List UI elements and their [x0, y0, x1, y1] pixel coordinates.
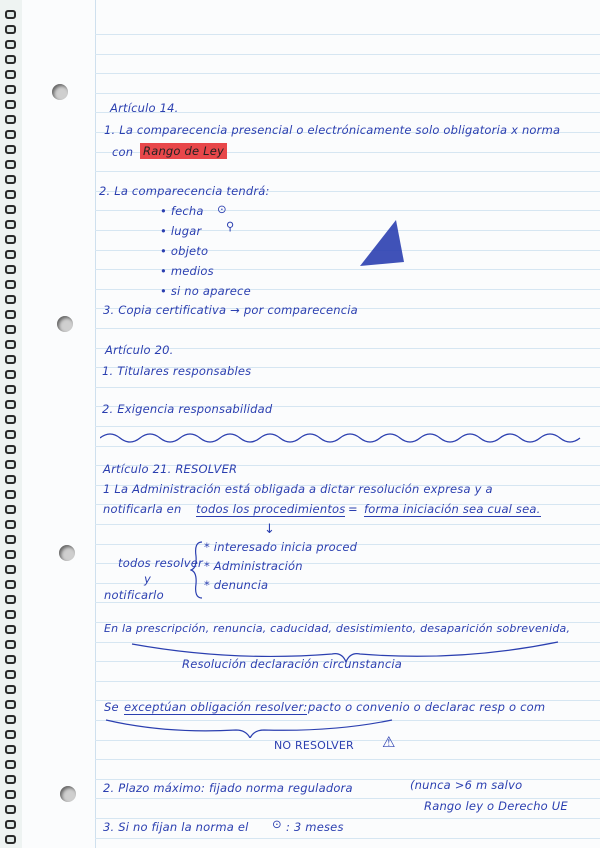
spiral-ring	[5, 760, 16, 769]
forma-iniciacion: forma iniciación sea cual sea.	[364, 502, 541, 516]
curly-underline-2	[104, 716, 394, 738]
punch-hole	[52, 84, 68, 100]
art14-title: Artículo 14.	[110, 101, 179, 115]
clock-icon-2: ⊙	[272, 817, 282, 831]
punch-hole	[57, 316, 73, 332]
ruled-line	[95, 171, 600, 172]
ruled-line	[95, 54, 600, 55]
wavy-separator	[100, 428, 590, 446]
exceptuan-obligacion: exceptúan obligación resolver:	[124, 700, 308, 714]
ruled-line	[95, 34, 600, 35]
art21-p1a: 1 La Administración está obligada a dictar resolución expresa y a	[103, 482, 493, 496]
art21-p1b-pre: notificarla en	[103, 502, 182, 516]
spiral-ring	[5, 220, 16, 229]
spiral-ring	[5, 520, 16, 529]
spiral-ring	[5, 85, 16, 94]
se-exceptuan-pre: Se	[104, 700, 119, 714]
rango-de-ley-highlight: Rango de Ley	[140, 143, 227, 159]
art21-p2b: (nunca >6 m salvo	[410, 778, 523, 792]
spiral-ring	[5, 385, 16, 394]
spiral-ring	[5, 790, 16, 799]
spiral-ring	[5, 775, 16, 784]
spiral-ring	[5, 685, 16, 694]
prescripcion-line: En la prescripción, renuncia, caducidad, desistimiento, desaparición sobrevenida,	[104, 622, 571, 635]
spiral-ring	[5, 295, 16, 304]
spiral-ring	[5, 715, 16, 724]
spiral-ring	[5, 805, 16, 814]
spiral-ring	[5, 310, 16, 319]
spiral-ring	[5, 610, 16, 619]
spiral-ring	[5, 415, 16, 424]
ruled-line	[95, 446, 600, 447]
art14-p1a: 1. La comparecencia presencial o electrónicamente solo obligatoria x norma	[104, 123, 561, 137]
spiral-ring	[5, 370, 16, 379]
spiral-ring	[5, 445, 16, 454]
spiral-ring	[5, 670, 16, 679]
ruled-line	[95, 73, 600, 74]
spiral-ring	[5, 325, 16, 334]
notificarlo: notificarlo	[104, 588, 164, 602]
spiral-ring	[5, 730, 16, 739]
ruled-line	[95, 759, 600, 760]
art14-p3: 3. Copia certificativa → por comparecencia	[103, 303, 358, 317]
spiral-ring	[5, 430, 16, 439]
ruled-line	[95, 583, 600, 584]
spiral-ring	[5, 400, 16, 409]
bullet-medios: • medios	[160, 264, 214, 278]
spiral-ring	[5, 265, 16, 274]
spiral-ring	[5, 130, 16, 139]
spiral-ring	[5, 820, 16, 829]
spiral-ring	[5, 835, 16, 844]
spiral-ring	[5, 160, 16, 169]
opt-interesado: * interesado inicia proced	[204, 540, 358, 554]
spiral-ring	[5, 535, 16, 544]
spiral-ring	[5, 55, 16, 64]
spiral-ring	[5, 235, 16, 244]
pacto-convenio: pacto o convenio o declarac resp o com	[308, 700, 546, 714]
ruled-line	[95, 328, 600, 329]
art21-p2: 2. Plazo máximo: fijado norma reguladora	[103, 781, 353, 795]
ruled-line	[95, 93, 600, 94]
art21-p2c: Rango ley o Derecho UE	[424, 799, 568, 813]
spiral-ring	[5, 280, 16, 289]
art20-p2: 2. Exigencia responsabilidad	[102, 402, 273, 416]
punch-hole	[59, 545, 75, 561]
bullet-lugar: • lugar	[160, 224, 202, 238]
spiral-ring	[5, 145, 16, 154]
spiral-ring	[5, 550, 16, 559]
bullet-fecha: • fecha	[160, 204, 204, 218]
opt-denuncia: * denuncia	[204, 578, 269, 592]
ruled-line	[95, 681, 600, 682]
spiral-ring	[5, 175, 16, 184]
spiral-ring	[5, 625, 16, 634]
brace-icon	[190, 540, 204, 602]
ruled-line	[95, 524, 600, 525]
todos-resolver: todos resolver	[118, 556, 203, 570]
resolucion-declaracion: Resolución declaración circunstancia	[182, 657, 403, 671]
bullet-si-no-aparece: • si no aparece	[160, 284, 251, 298]
spiral-ring	[5, 70, 16, 79]
spiral-ring	[5, 505, 16, 514]
no-resolver-label: NO RESOLVER	[274, 739, 354, 752]
ruled-line	[95, 387, 600, 388]
spiral-ring	[5, 640, 16, 649]
ruled-line	[95, 779, 600, 780]
spiral-ring	[5, 580, 16, 589]
punch-hole	[60, 786, 76, 802]
ruled-line	[95, 602, 600, 603]
spiral-ring	[5, 565, 16, 574]
spiral-ring	[5, 340, 16, 349]
spiral-ring	[5, 490, 16, 499]
clock-icon: ⊙	[217, 202, 227, 216]
spiral-ring	[5, 475, 16, 484]
equals-sign: =	[348, 502, 358, 516]
spiral-ring	[5, 190, 16, 199]
art14-p1b: con	[112, 145, 134, 159]
art21-p3: 3. Si no fijan la norma el	[103, 820, 249, 834]
spiral-ring	[5, 700, 16, 709]
todos-los-procedimientos: todos los procedimientos	[196, 502, 346, 516]
y-connector: y	[144, 572, 152, 586]
spiral-ring	[5, 25, 16, 34]
spiral-ring	[5, 40, 16, 49]
warning-icon: ⚠	[382, 733, 396, 751]
ruled-line	[95, 426, 600, 427]
spiral-ring	[5, 460, 16, 469]
spiral-ring	[5, 250, 16, 259]
spiral-ring	[5, 10, 16, 19]
art21-p3b: : 3 meses	[286, 820, 344, 834]
spiral-ring	[5, 745, 16, 754]
spiral-ring	[5, 115, 16, 124]
art20-p1: 1. Titulares responsables	[102, 364, 252, 378]
ruled-line	[95, 818, 600, 819]
opt-administracion: * Administración	[204, 559, 303, 573]
art14-p2: 2. La comparecencia tendrá:	[99, 184, 270, 198]
spiral-ring	[5, 655, 16, 664]
art21-title: Artículo 21. RESOLVER	[103, 462, 238, 476]
spiral-ring	[5, 100, 16, 109]
down-arrow: ↓	[264, 522, 276, 537]
spiral-ring	[5, 355, 16, 364]
bullet-objeto: • objeto	[160, 244, 209, 258]
triangle-icon	[358, 218, 408, 270]
pin-icon: ⚲	[226, 219, 235, 233]
spiral-ring	[5, 205, 16, 214]
spiral-ring	[5, 595, 16, 604]
art20-title: Artículo 20.	[105, 343, 174, 357]
ruled-line	[95, 838, 600, 839]
spiral-binding	[0, 0, 22, 848]
